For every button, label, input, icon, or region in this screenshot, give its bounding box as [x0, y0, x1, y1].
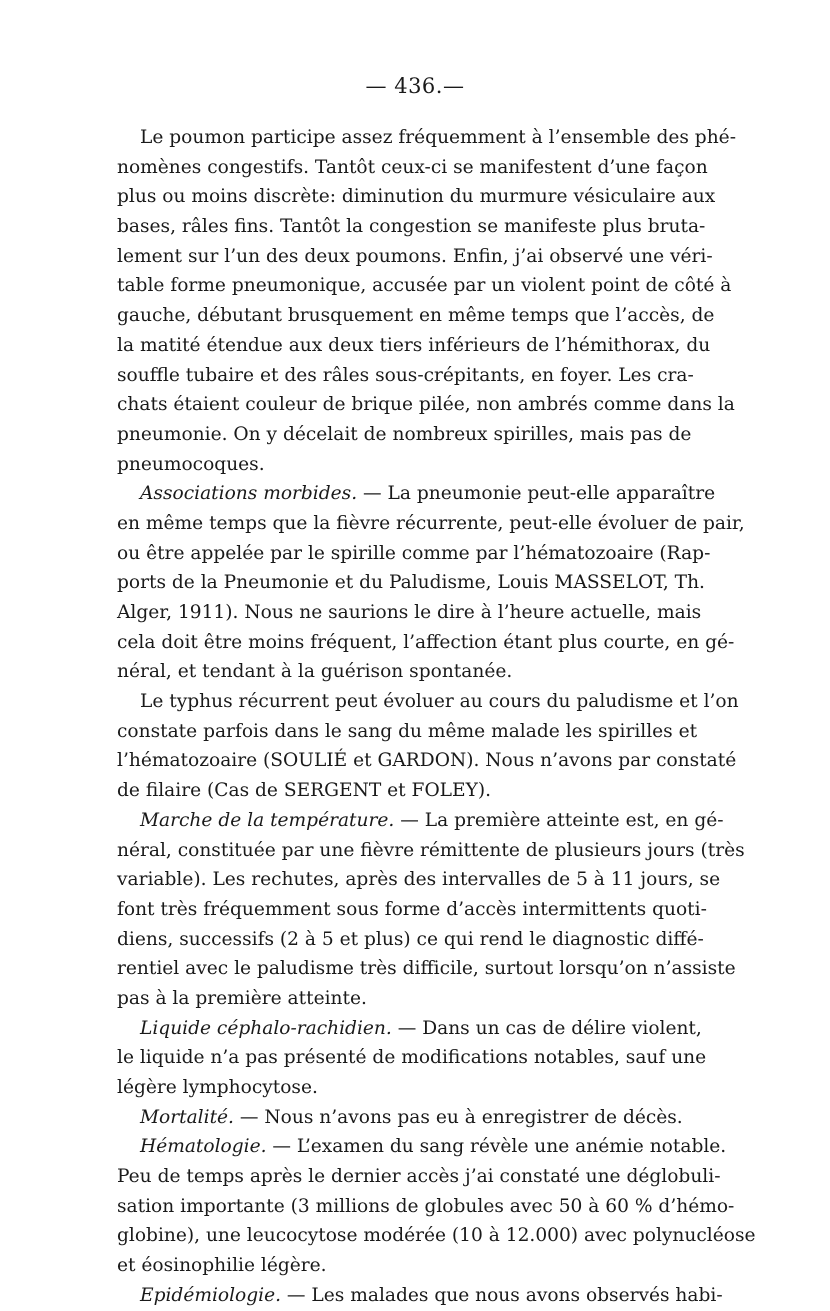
text-line: Liquide céphalo-rachidien. — Dans un cas de délire violent,	[140, 1017, 702, 1039]
section-heading: Hématologie.	[140, 1136, 267, 1158]
text-line: variable). Les rechutes, après des intervalles de 5 à 11 jours, se	[117, 869, 721, 891]
text-line: néral, constituée par une fièvre rémittente de plusieurs jours (très	[117, 839, 745, 861]
text-line: diens, successifs (2 à 5 et plus) ce qui rend le diagnostic diffé-	[117, 928, 704, 950]
text-line: Mortalité. — Nous n’avons pas eu à enregistrer de décès.	[140, 1106, 683, 1128]
section-heading: Associations morbides.	[140, 483, 358, 505]
text-line: ports de la Pneumonie et du Paludisme, Louis MASSELOT, Th.	[117, 572, 705, 594]
text-line: légère lymphocytose.	[117, 1077, 318, 1098]
text-line: l’hématozoaire (SOULIÉ et GARDON). Nous n’avons par constaté	[117, 750, 737, 772]
text-line: globine), une leucocytose modérée (10 à 12.000) avec polynucléose	[117, 1225, 756, 1247]
section-heading: Mortalité.	[140, 1106, 234, 1128]
text-line: souffle tubaire et des râles sous-crépitants, en foyer. Les cra-	[117, 364, 694, 386]
text-line: nomènes congestifs. Tantôt ceux-ci se manifestent d’une façon	[117, 156, 708, 178]
text-line: bases, râles fins. Tantôt la congestion se manifeste plus bruta-	[117, 216, 706, 238]
text-line: rentiel avec le paludisme très difficile, surtout lorsqu’on n’assiste	[117, 958, 736, 980]
text-line: en même temps que la fièvre récurrente, peut-elle évoluer de pair,	[117, 512, 745, 534]
text-line: Le typhus récurrent peut évoluer au cours du paludisme et l’on	[140, 691, 739, 713]
text-line: font très fréquemment sous forme d’accès intermittents quoti-	[117, 898, 707, 920]
text-line: chats étaient couleur de brique pilée, non ambrés comme dans la	[117, 394, 735, 416]
text-line: constate parfois dans le sang du même malade les spirilles et	[117, 720, 698, 742]
text-line: et éosinophilie légère.	[117, 1255, 327, 1277]
section-heading: Liquide céphalo-rachidien.	[140, 1017, 392, 1039]
text-line: Alger, 1911). Nous ne saurions le dire à l’heure actuelle, mais	[117, 602, 702, 623]
text-line: le liquide n’a pas présenté de modifications notables, sauf une	[117, 1047, 707, 1069]
text-line: pas à la première atteinte.	[117, 987, 367, 1009]
text-line: table forme pneumonique, accusée par un violent point de côté à	[117, 275, 732, 297]
text-line: néral, et tendant à la guérison spontanée.	[117, 661, 513, 683]
section-heading: Epidémiologie.	[140, 1284, 282, 1306]
page-number: — 436.—	[365, 74, 465, 98]
text-line: sation importante (3 millions de globules avec 50 à 60 % d’hémo-	[117, 1195, 735, 1217]
body-text	[117, 123, 756, 1311]
section-heading: Marche de la température.	[140, 809, 395, 831]
text-line: plus ou moins discrète: diminution du murmure vésiculaire aux	[117, 186, 716, 208]
text-line: ou être appelée par le spirille comme par l’hématozoaire (Rap-	[117, 542, 711, 564]
text-line: lement sur l’un des deux poumons. Enfin, j’ai observé une véri-	[117, 245, 713, 267]
text-line: Associations morbides. — La pneumonie peut-elle apparaître	[140, 483, 716, 505]
text-line: Le poumon participe assez fréquemment à l’ensemble des phé-	[140, 127, 736, 148]
text-line: pneumonie. On y décelait de nombreux spirilles, mais pas de	[117, 423, 692, 445]
text-line: gauche, débutant brusquement en même temps que l’accès, de	[117, 305, 715, 327]
text-line: Marche de la température. — La première atteinte est, en gé-	[140, 809, 724, 831]
text-line: Peu de temps après le dernier accès j’ai constaté une déglobuli-	[117, 1166, 721, 1188]
text-line: pneumocoques.	[117, 453, 265, 475]
text-line: la matité étendue aux deux tiers inférieurs de l’hémithorax, du	[117, 334, 711, 356]
text-line: cela doit être moins fréquent, l’affection étant plus courte, en gé-	[117, 631, 735, 653]
text-line: Hématologie. — L’examen du sang révèle une anémie notable.	[140, 1136, 727, 1158]
text-line: Epidémiologie. — Les malades que nous avons observés habi-	[140, 1284, 723, 1306]
text-line: de filaire (Cas de SERGENT et FOLEY).	[117, 780, 492, 802]
